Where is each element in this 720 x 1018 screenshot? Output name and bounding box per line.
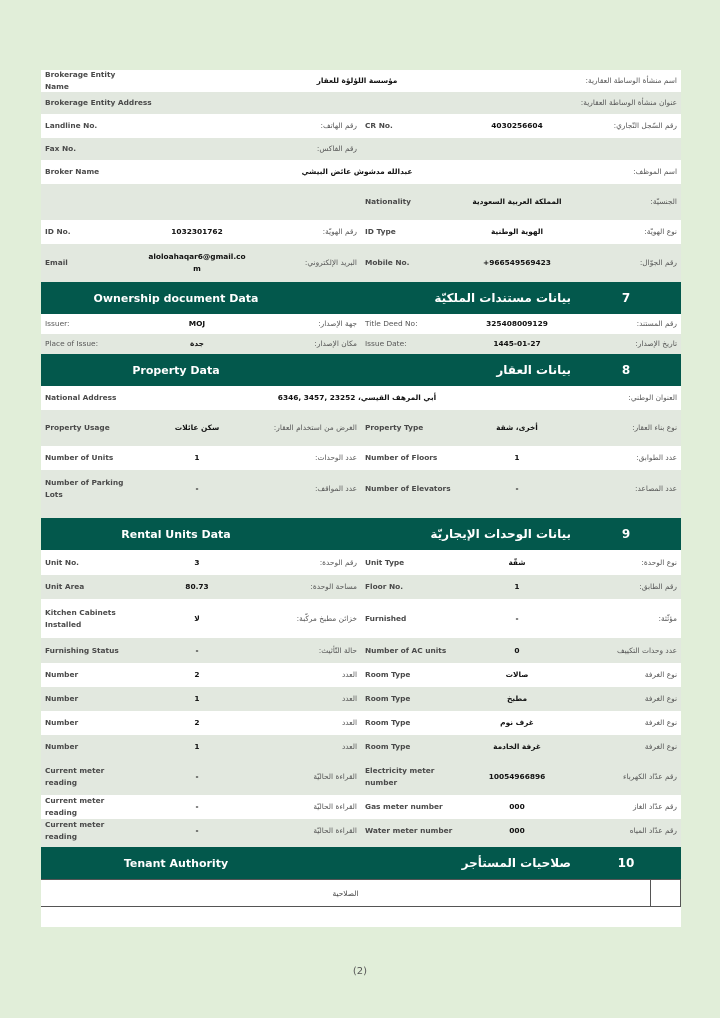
- label-en: National Address: [45, 393, 117, 402]
- value: صالات: [505, 670, 529, 679]
- label-en: Brokerage Entity Address: [45, 98, 152, 107]
- label-ar: الغرض من استخدام العقار:: [273, 423, 357, 432]
- label-en: Number of Elevators: [365, 484, 451, 493]
- row-units-floors: [41, 446, 681, 470]
- section-header-property: [41, 354, 681, 386]
- section-title-ar: بيانات العقار: [496, 363, 571, 377]
- label-ar: رقم عدّاد الكهرباء: [622, 772, 677, 781]
- label-ar: عدد الطوابق:: [636, 453, 677, 462]
- label-en: Nationality: [365, 197, 411, 206]
- label-ar: القراءة الحاليّة: [313, 826, 357, 835]
- value: 1: [194, 742, 200, 751]
- label-ar: نوع الغرفة: [644, 670, 677, 679]
- label-en: Room Type: [365, 718, 411, 727]
- label-ar: عنوان منشأة الوساطة العقارية:: [580, 98, 677, 107]
- value: 1445-01-27: [493, 339, 541, 348]
- label-ar: عدد وحدات التكييف: [616, 645, 677, 655]
- value: 1032301762: [171, 227, 223, 236]
- label-ar: اسم الموظف:: [633, 167, 677, 176]
- value: -: [515, 484, 519, 493]
- value: مؤسسة اللؤلؤة للعقار: [316, 76, 398, 85]
- room-row: [41, 687, 681, 711]
- value: -: [195, 802, 199, 811]
- value: +966549569423: [483, 258, 551, 267]
- label-ar: رقم عدّاد الغاز: [632, 802, 677, 811]
- row-entity-name: [41, 70, 681, 92]
- label-ar: العدد: [341, 718, 357, 727]
- section-number: 8: [621, 363, 631, 377]
- label-ar: نوع الوحدة:: [641, 557, 677, 567]
- value: أخرى، شقة: [496, 423, 538, 432]
- value: 1: [514, 453, 520, 462]
- label-en: Broker Name: [45, 167, 100, 176]
- label-ar: حالة التّأثيث:: [318, 645, 357, 655]
- section-number: 7: [621, 291, 631, 305]
- label-en: Number of Floors: [365, 453, 438, 462]
- value: 000: [509, 826, 525, 835]
- label-en: CR No.: [365, 121, 393, 130]
- label-en: Gas meter number: [365, 802, 443, 811]
- value: -: [195, 826, 199, 835]
- label-en: Kitchen Cabinets Installed: [45, 607, 116, 629]
- section-title-ar: بيانات مستندات الملكيّة: [434, 291, 571, 305]
- label-en: Place of Issue:: [45, 339, 99, 348]
- value: غرف نوم: [500, 718, 534, 727]
- row-furnishing-ac: [41, 638, 681, 663]
- label-en: ID No.: [45, 227, 71, 236]
- authority-empty-cell: [651, 880, 680, 906]
- label-en: Brokerage Entity Name: [45, 70, 116, 91]
- room-row: [41, 711, 681, 735]
- label-ar: تاريخ الإصدار:: [635, 339, 677, 348]
- label-en: Unit Type: [365, 557, 405, 567]
- row-broker-name: [41, 160, 681, 184]
- row-parking-elevators: [41, 470, 681, 508]
- value: غرفة الخادمة: [493, 742, 541, 751]
- label-ar: رقم عدّاد المياه: [629, 826, 677, 835]
- label-en: Property Usage: [45, 423, 110, 432]
- label-en: Unit Area: [45, 582, 85, 591]
- section-title-en: Tenant Authority: [123, 856, 229, 870]
- meter-row: [41, 759, 681, 795]
- value: 1: [514, 582, 520, 591]
- label-en: Number: [45, 742, 79, 751]
- label-ar: رقم الفاكس:: [316, 144, 357, 153]
- row-landline-cr: [41, 114, 681, 138]
- label-ar: رقم السّجل التّجاري:: [613, 121, 677, 130]
- value: الهوية الوطنية: [490, 227, 544, 236]
- value: 10054966896: [488, 772, 546, 781]
- row-issuer: [41, 314, 681, 334]
- label-ar: رقم الجوّال:: [639, 258, 677, 267]
- label-ar: العدد: [341, 694, 357, 703]
- label-ar: القراءة الحاليّة: [313, 802, 357, 811]
- row-national-address: [41, 386, 681, 410]
- label-en: Property Type: [365, 423, 424, 432]
- value: 4030256604: [491, 121, 543, 130]
- label-en: Title Deed No:: [365, 319, 418, 328]
- label-en: Email: [45, 258, 68, 267]
- label-ar: رقم الوحدة:: [319, 557, 357, 567]
- meter-row: [41, 819, 681, 843]
- label-ar: الجنسيّة:: [650, 197, 677, 206]
- contract-page: [41, 70, 681, 927]
- section-title-en: Rental Units Data: [121, 527, 231, 541]
- value: -: [515, 613, 519, 623]
- value: مطبخ: [506, 694, 528, 703]
- row-fax: [41, 138, 681, 160]
- row-nationality: [41, 184, 681, 220]
- label-ar: نوع الغرفة: [644, 742, 677, 751]
- page-number: (2): [352, 966, 368, 977]
- label-ar: العدد: [341, 742, 357, 751]
- row-unit-no-type: [41, 550, 681, 575]
- value: 325408009129: [486, 319, 548, 328]
- label-ar: القراءة الحاليّة: [313, 772, 357, 781]
- value: عبدالله مدشوش عائض البيشي: [301, 167, 413, 176]
- label-en: Number of Units: [45, 453, 114, 462]
- section-title-ar: بيانات الوحدات الإيجاريّة: [430, 527, 571, 541]
- value: 1: [194, 694, 200, 703]
- label-en: Current meter reading: [45, 766, 105, 787]
- label-en: Floor No.: [365, 582, 404, 591]
- label-en: Landline No.: [45, 121, 98, 130]
- label-ar: نوع الهويّة:: [644, 227, 677, 236]
- section-header-ownership: [41, 282, 681, 314]
- label-en: Number of Parking Lots: [45, 478, 124, 499]
- label-en: Number: [45, 670, 79, 679]
- authority-table-body: [41, 907, 681, 927]
- label-en: Room Type: [365, 694, 411, 703]
- label-en: Room Type: [365, 670, 411, 679]
- spacer: [41, 508, 681, 518]
- label-en: Fax No.: [45, 144, 77, 153]
- label-en: Issue Date:: [365, 339, 407, 348]
- label-en: Current meter reading: [45, 796, 105, 817]
- label-ar: نوع الغرفة: [644, 694, 677, 703]
- value: -: [195, 772, 199, 781]
- room-row: [41, 735, 681, 759]
- row-entity-address: [41, 92, 681, 114]
- label-en: Number of AC units: [365, 645, 447, 655]
- label-ar: عدد الوحدات:: [314, 453, 357, 462]
- row-kitchen-furnished: [41, 599, 681, 638]
- label-ar: مساحة الوحدة:: [310, 582, 357, 591]
- value: المملكة العربية السعودية: [472, 197, 562, 206]
- row-email-mobile: [41, 244, 681, 282]
- label-ar: رقم المستند:: [636, 319, 677, 328]
- authority-column-header: الصلاحية: [41, 880, 651, 906]
- label-ar: نوع الغرفة: [644, 718, 677, 727]
- label-en: Number: [45, 694, 79, 703]
- label-en: Current meter reading: [45, 820, 105, 841]
- value: 000: [509, 802, 525, 811]
- label-ar: العدد: [341, 670, 357, 679]
- meter-row: [41, 795, 681, 819]
- label-ar: خزائن مطبخ مركّبة:: [296, 613, 357, 623]
- label-en: ID Type: [365, 227, 396, 236]
- row-id: [41, 220, 681, 244]
- section-number: 10: [617, 856, 635, 870]
- label-en: Number: [45, 718, 79, 727]
- value: 2: [194, 718, 200, 727]
- label-ar: رقم الهاتف:: [320, 121, 357, 130]
- label-ar: نوع بناء العقار:: [632, 423, 677, 432]
- label-en: Water meter number: [365, 826, 453, 835]
- value: -: [195, 484, 199, 493]
- label-ar: مكان الإصدار:: [314, 339, 357, 348]
- label-ar: عدد المصاعد:: [635, 484, 677, 493]
- section-header-rental: [41, 518, 681, 550]
- value: aloloahaqar6@gmail.com: [148, 252, 246, 273]
- value: لا: [194, 613, 200, 623]
- value: 1: [194, 453, 200, 462]
- label-ar: رقم الطابق:: [639, 582, 677, 591]
- value: MOJ: [188, 319, 206, 328]
- section-title-ar: صلاحيات المستأجر: [461, 856, 571, 870]
- value: جدة: [190, 339, 204, 348]
- value: -: [195, 645, 199, 655]
- label-ar: العنوان الوطني:: [628, 393, 677, 402]
- label-en: Mobile No.: [365, 258, 410, 267]
- value: سكن عائلات: [174, 423, 220, 432]
- section-number: 9: [621, 527, 631, 541]
- label-ar: عدد المواقف:: [314, 484, 357, 493]
- label-ar: جهة الإصدار:: [318, 319, 357, 328]
- value: شقّة: [508, 557, 526, 567]
- row-usage-type: [41, 410, 681, 446]
- label-ar: مؤثّثة:: [658, 613, 677, 623]
- label-ar: اسم منشأة الوساطة العقارية:: [585, 76, 677, 85]
- value: 3: [194, 557, 200, 567]
- room-row: [41, 663, 681, 687]
- label-en: Issuer:: [45, 319, 70, 328]
- label-en: Electricity meter number: [365, 766, 435, 787]
- section-header-tenant-authority: [41, 847, 681, 879]
- section-title-en: Property Data: [132, 363, 220, 377]
- label-en: Furnishing Status: [45, 645, 119, 655]
- row-area-floor: [41, 575, 681, 599]
- section-title-en: Ownership document Data: [93, 291, 259, 305]
- label-en: Furnished: [365, 613, 407, 623]
- label-en: Room Type: [365, 742, 411, 751]
- value: 80.73: [185, 582, 209, 591]
- value: 2: [194, 670, 200, 679]
- authority-table-header: [41, 879, 681, 907]
- label-ar: رقم الهويّة:: [322, 227, 357, 236]
- value: أبي المرهف القيسي، 23252 ,3457 ,6346: [277, 393, 437, 402]
- label-ar: البريد الإلكتروني:: [304, 258, 357, 267]
- row-place-date: [41, 334, 681, 354]
- value: 0: [514, 645, 520, 655]
- label-en: Unit No.: [45, 557, 79, 567]
